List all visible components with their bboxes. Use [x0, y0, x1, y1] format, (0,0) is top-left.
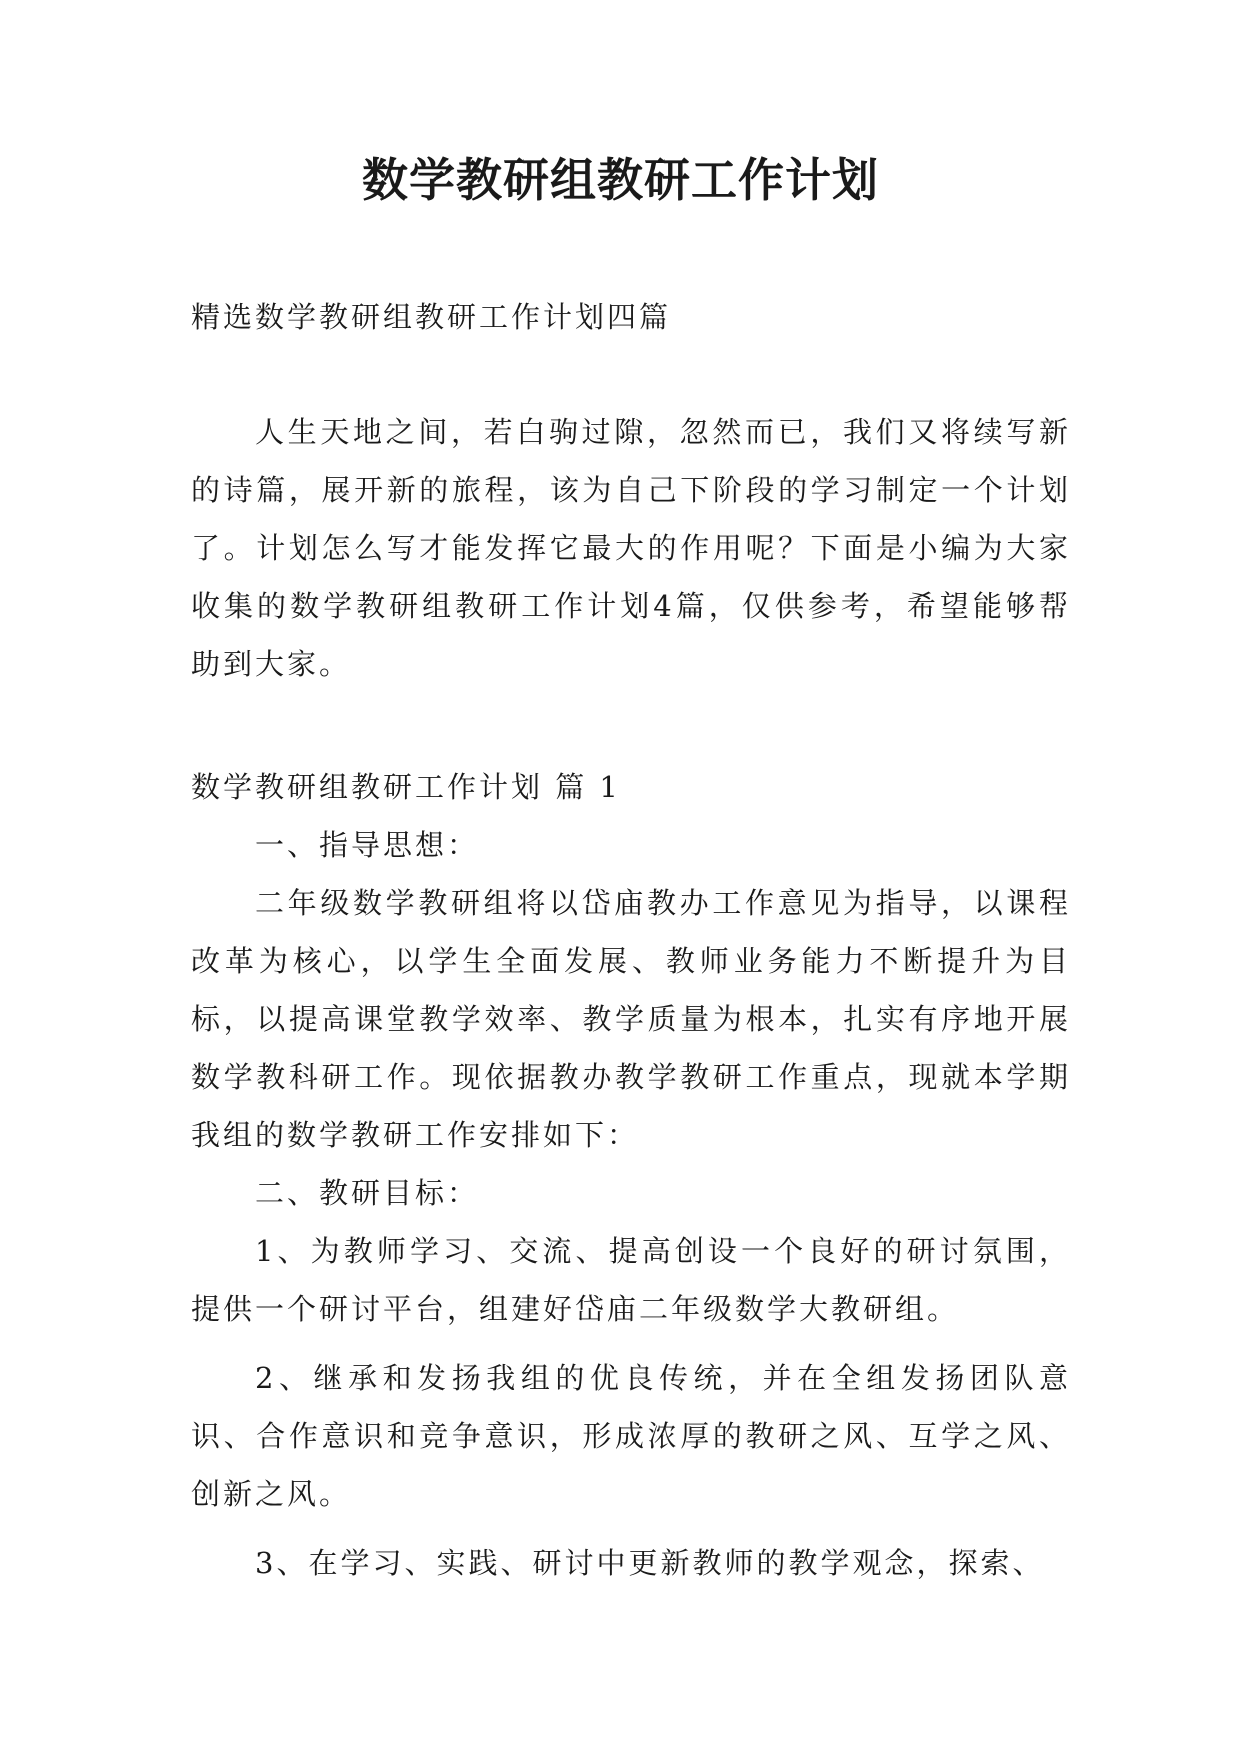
- document-title: 数学教研组教研工作计划: [362, 153, 879, 207]
- goal-item-1: 1、为教师学习、交流、提高创设一个良好的研讨氛围，提供一个研讨平台，组建好岱庙二年级数学大教研组。: [191, 1234, 1071, 1326]
- heading-guiding-ideology: 一、指导思想：: [255, 828, 480, 862]
- paragraph-guiding-ideology: 二年级数学教研组将以岱庙教办工作意见为指导，以课程改革为核心，以学生全面发展、教师业务能力不断提升为目标，以提高课堂教学效率、教学质量为根本，扎实有序地开展数学教科研工作。现依据教办教学教研工作重点，现就本学期我组的数学教研工作安排如下：: [191, 886, 1071, 1152]
- goal-item-2: 2、继承和发扬我组的优良传统，并在全组发扬团队意识、合作意识和竞争意识，形成浓厚的教研之风、互学之风、创新之风。: [191, 1361, 1071, 1511]
- document-subtitle: 精选数学教研组教研工作计划四篇: [191, 300, 672, 334]
- section-body: [191, 816, 1071, 1592]
- heading-research-goals: 二、教研目标：: [255, 1176, 480, 1210]
- section-heading: 数学教研组教研工作计划 篇 1: [191, 770, 621, 804]
- intro-paragraph: 人生天地之间，若白驹过隙，忽然而已，我们又将续写新的诗篇，展开新的旅程，该为自己下阶段的学习制定一个计划了。计划怎么写才能发挥它最大的作用呢？下面是小编为大家收集的数学教研组教研工作计划4篇，仅供参考，希望能够帮助到大家。: [191, 415, 1071, 681]
- goal-item-3: 3、在学习、实践、研讨中更新教师的教学观念，探索、: [255, 1546, 1045, 1580]
